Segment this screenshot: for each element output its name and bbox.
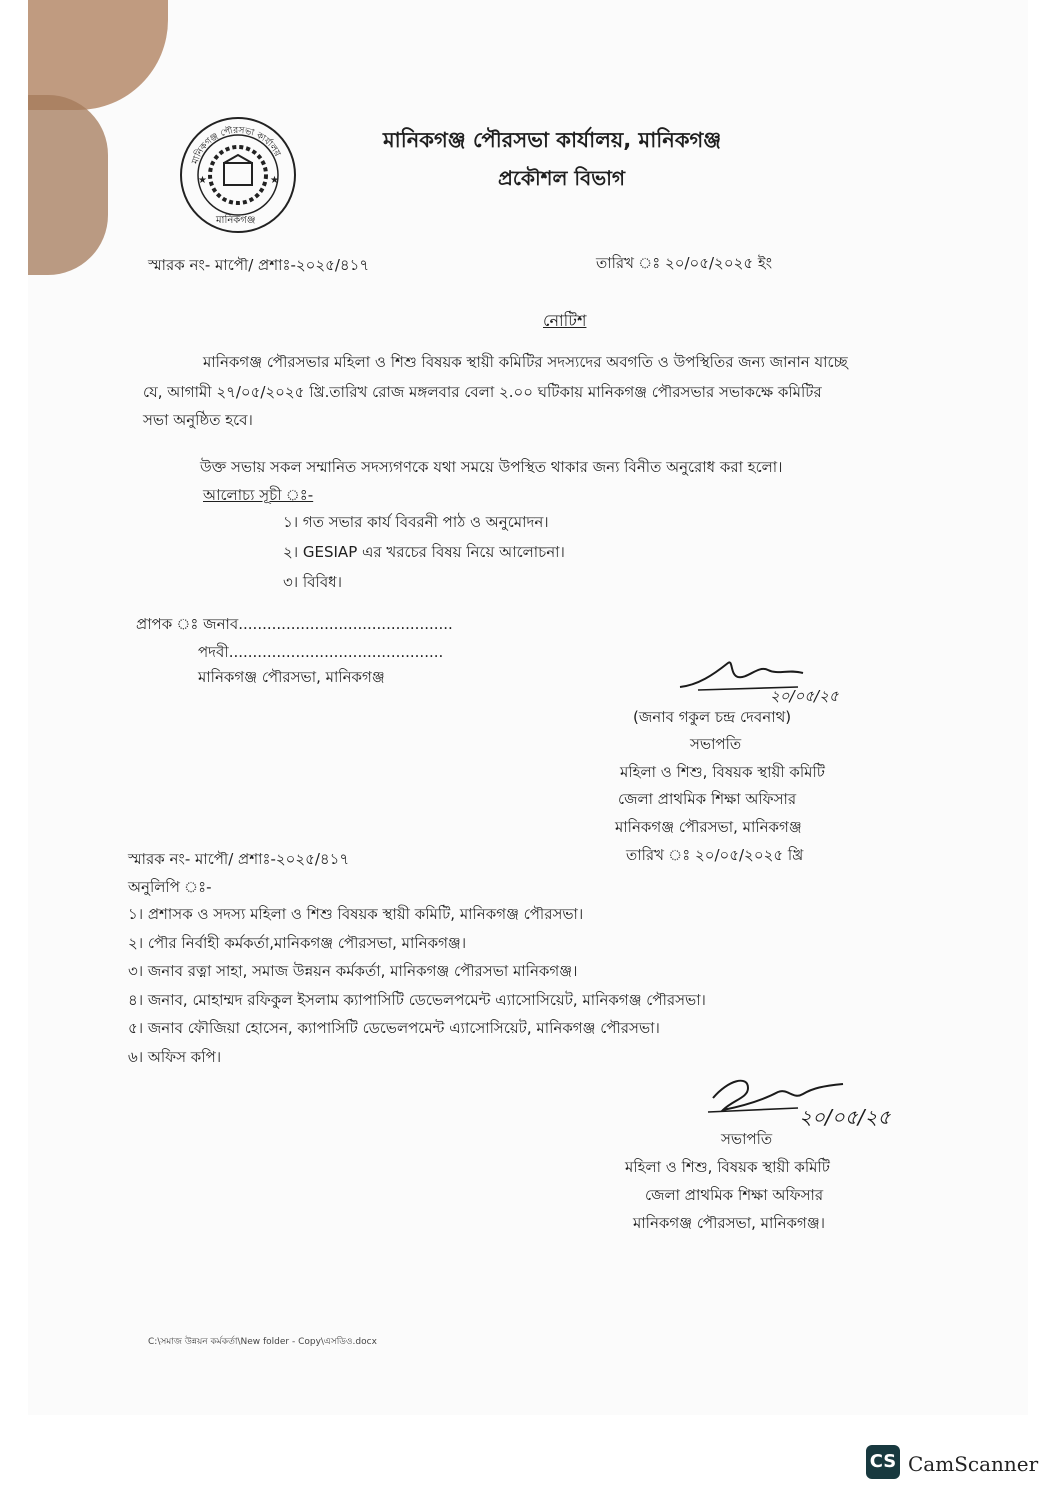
file-path-footer: C:\সমাজ উন্নয়ন কর্মকর্তা\New folder - Copy\এসডিও.docx <box>148 1337 377 1347</box>
signatory-committee: মহিলা ও শিশু, বিষয়ক স্থায়ী কমিটি <box>620 763 825 781</box>
camscanner-watermark: CamScanner <box>908 1452 1039 1476</box>
signatory2-committee: মহিলা ও শিশু, বিষয়ক স্থায়ী কমিটি <box>625 1158 830 1176</box>
copy-list-item: ৩। জনাব রত্না সাহা, সমাজ উন্নয়ন কর্মকর্তা, মানিকগঞ্জ পৌরসভা মানিকগঞ্জ। <box>128 962 578 980</box>
svg-text:মানিকগঞ্জ: মানিকগঞ্জ <box>216 215 256 226</box>
agenda-item: ১। গত সভার কার্য বিবরনী পাঠ ও অনুমোদন। <box>283 513 549 531</box>
copy-list-item: ২। পৌর নির্বাহী কর্মকর্তা,মানিকগঞ্জ পৌরসভা, মানিকগঞ্জ। <box>128 934 467 952</box>
copy-list-item: ৬। অফিস কপি। <box>128 1048 222 1066</box>
document-page <box>28 0 1028 1415</box>
signatory-post: জেলা প্রাথমিক শিক্ষা অফিসার <box>618 790 797 808</box>
signatory2-post: জেলা প্রাথমিক শিক্ষা অফিসার <box>645 1186 824 1204</box>
municipality-seal-logo <box>178 115 298 235</box>
recipient-name-line: প্রাপক ঃ জনাব............................................. <box>136 615 453 633</box>
notice-paragraph-line-2: যে, আগামী ২৭/০৫/২০২৫ খ্রি.তারিখ রোজ মঙ্গলবার বেলা ২.০০ ঘটিকায় মানিকগঞ্জ পৌরসভার সভাকক্ষে কমিটির <box>143 383 822 401</box>
copy-list-item: ১। প্রশাসক ও সদস্য মহিলা ও শিশু বিষয়ক স্থায়ী কমিটি, মানিকগঞ্জ পৌরসভা। <box>128 905 584 923</box>
notice-paragraph-line-3: সভা অনুষ্ঠিত হবে। <box>143 411 253 429</box>
svg-text:★: ★ <box>198 175 207 186</box>
thumb-shadow <box>28 0 168 110</box>
svg-text:মানিকগঞ্জ পৌরসভা কার্যালয়: মানিকগঞ্জ পৌরসভা কার্যালয় <box>190 125 283 166</box>
finger-shadow <box>28 95 108 275</box>
signatory-name: (জনাব গকুল চন্দ্র দেবনাথ) <box>633 708 792 726</box>
department-heading: প্রকৌশল বিভাগ <box>498 166 626 190</box>
agenda-title: আলোচ্য সূচী ঃ- <box>203 486 314 504</box>
notice-paragraph-line-1: মানিকগঞ্জ পৌরসভার মহিলা ও শিশু বিষয়ক স্থায়ী কমিটির সদস্যদের অবগতি ও উপস্থিতির জন্য জানান যাচ্ছে <box>203 353 848 371</box>
copy-memo-reference: স্মারক নং- মাপৌ/ প্রশাঃ-২০২৫/৪১৭ <box>128 850 350 868</box>
notice-request: উক্ত সভায় সকল সম্মানিত সদস্যগণকে যথা সময়ে উপস্থিত থাকার জন্য বিনীত অনুরোধ করা হলো। <box>200 458 783 476</box>
copy-list-title: অনুলিপি ঃ- <box>128 878 212 896</box>
copy-memo-date: তারিখ ঃ ২০/০৫/২০২৫ খ্রি <box>626 846 804 864</box>
signature-2 <box>703 1070 903 1132</box>
svg-text:২০/০৫/২৫: ২০/০৫/২৫ <box>770 687 839 705</box>
recipient-organization: মানিকগঞ্জ পৌরসভা, মানিকগঞ্জ <box>198 668 385 686</box>
signature-1 <box>678 655 868 710</box>
memo-reference: স্মারক নং- মাপৌ/ প্রশাঃ-২০২৫/৪১৭ <box>148 256 370 274</box>
camscanner-logo: CS <box>866 1445 900 1479</box>
signatory-organization: মানিকগঞ্জ পৌরসভা, মানিকগঞ্জ <box>615 818 802 836</box>
svg-text:২০/০৫/২৫: ২০/০৫/২৫ <box>799 1105 891 1129</box>
signatory-role: সভাপতি <box>690 735 742 753</box>
copy-list-item: ৪। জনাব, মোহাম্মদ রফিকুল ইসলাম ক্যাপাসিটি ডেভেলপমেন্ট এ্যাসোসিয়েট, মানিকগঞ্জ পৌরসভা। <box>128 991 706 1009</box>
agenda-item: ৩। বিবিধ। <box>283 573 342 591</box>
svg-text:★: ★ <box>270 175 279 186</box>
signatory2-organization: মানিকগঞ্জ পৌরসভা, মানিকগঞ্জ। <box>633 1214 826 1232</box>
notice-title: নোটিশ <box>543 311 587 330</box>
recipient-designation-line: পদবী............................................. <box>198 643 444 661</box>
copy-list-item: ৫। জনাব ফৌজিয়া হোসেন, ক্যাপাসিটি ডেভেলপমেন্ট এ্যাসোসিয়েট, মানিকগঞ্জ পৌরসভা। <box>128 1019 660 1037</box>
agenda-item: ২। GESIAP এর খরচের বিষয় নিয়ে আলোচনা। <box>283 543 565 561</box>
signatory2-role: সভাপতি <box>721 1130 773 1148</box>
memo-date: তারিখ ঃ ২০/০৫/২০২৫ ইং <box>596 254 773 272</box>
office-heading: মানিকগঞ্জ পৌরসভা কার্যালয়, মানিকগঞ্জ <box>383 128 722 152</box>
